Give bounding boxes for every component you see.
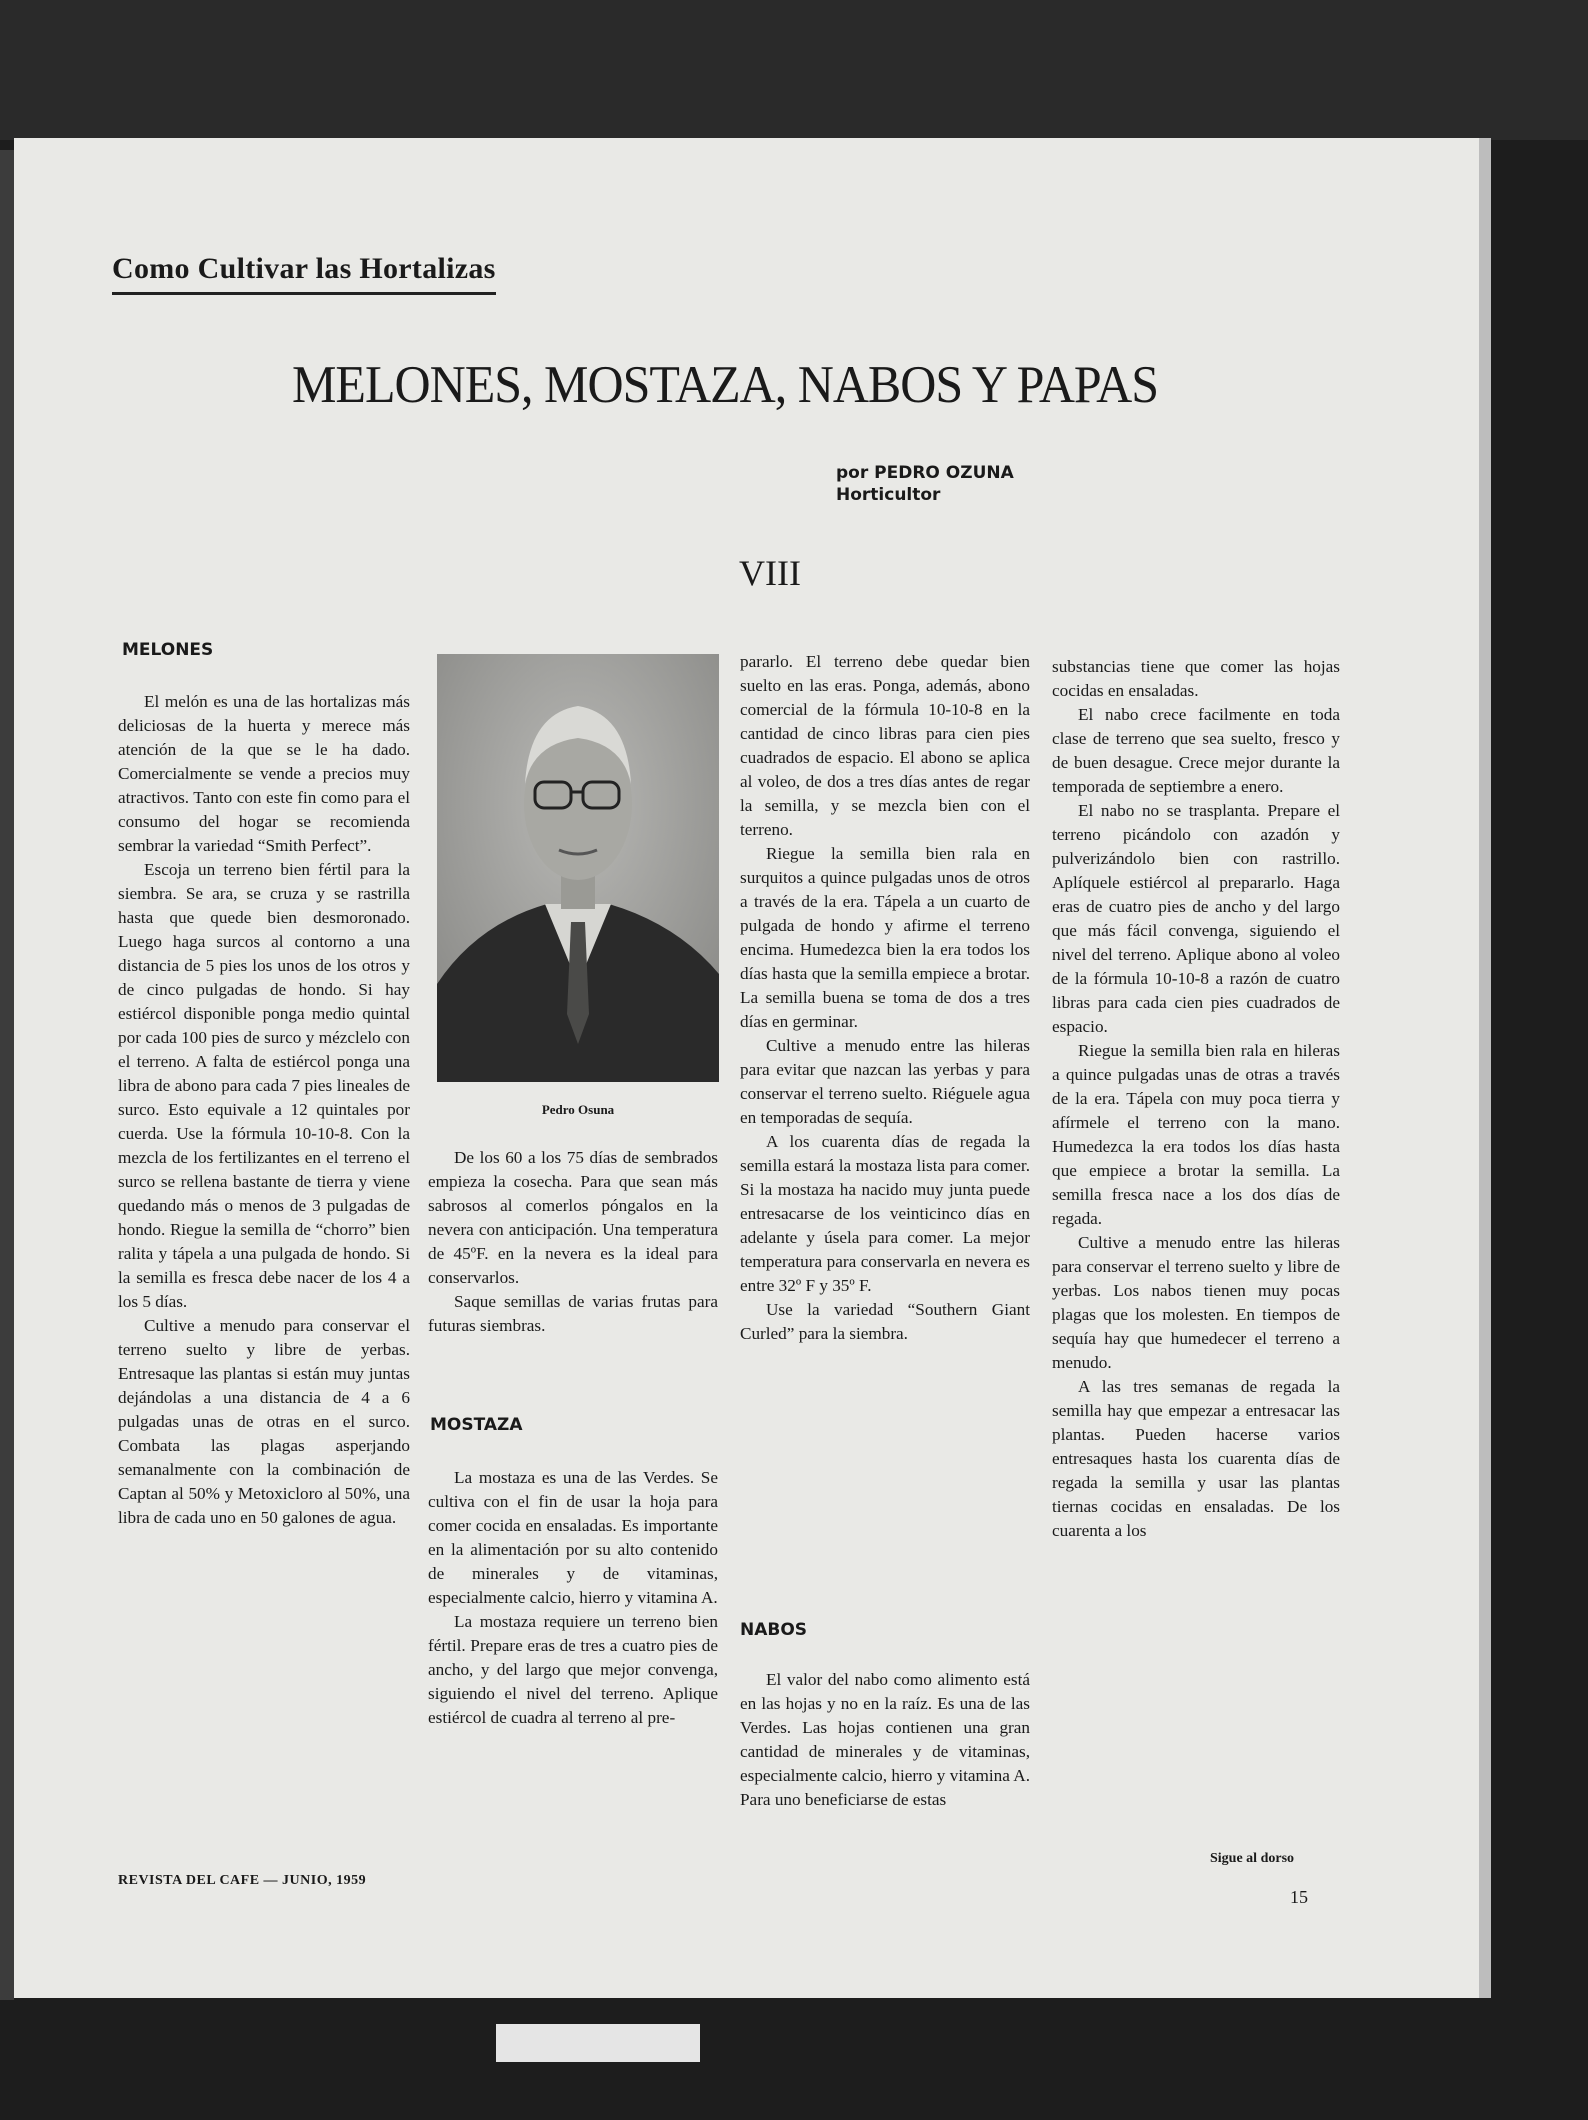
author-role: Horticultor <box>836 485 941 505</box>
paragraph: A las tres semanas de regada la semilla hay que empezar a entresacar las plantas. Pueden hacerse varios entresaques hasta los cuarenta días de regada la semilla y usar las plantas tiernas cocidas en ensaladas. De los cuarenta a los <box>1052 1377 1340 1540</box>
paragraph: La mostaza es una de las Verdes. Se cultiva con el fin de usar la hoja para comer cocida en ensaladas. Es importante en la alimentación por su alto contenido de minerales y de vitaminas, especialmente calcio, hierro y vitamina A. <box>428 1468 718 1607</box>
author-photo <box>437 654 719 1082</box>
part-number: VIII <box>739 553 801 593</box>
paragraph: pararlo. El terreno debe quedar bien suelto en las eras. Ponga, además, abono comercial de la fórmula 10-10-8 en la cantidad de cinco libras para cien pies cuadrados de espacio. El abono se aplica al voleo, de dos a tres días antes de regar la semilla, y se mezcla bien con el terreno. <box>740 652 1030 839</box>
paragraph: El melón es una de las hortalizas más deliciosas de la huerta y merece más atención de la que se le ha dado. Comercialmente se vende a precios muy atractivos. Tanto con este fin como para el consumo del hogar se recomienda sembrar la variedad “Smith Perfect”. <box>118 692 410 855</box>
paragraph: Cultive a menudo entre las hileras para evitar que nazcan las yerbas y para conservar el terreno suelto. Riéguele agua en temporadas de sequía. <box>740 1036 1030 1127</box>
series-title: Como Cultivar las Hortalizas <box>112 252 496 295</box>
column-3 <box>740 650 1030 1346</box>
paragraph: Cultive a menudo entre las hileras para conservar el terreno suelto y libre de yerbas. Los nabos tienen muy pocas plagas que los molesten. En tiempos de sequía hay que humedecer el terreno a menudo. <box>1052 1233 1340 1372</box>
page-number: 15 <box>1290 1887 1308 1907</box>
blank-label-strip <box>496 2024 700 2062</box>
author: por PEDRO OZUNA <box>836 463 1014 483</box>
column-1 <box>118 690 410 1530</box>
paragraph: El valor del nabo como alimento está en las hojas y no en la raíz. Es una de las Verdes. Las hojas contienen una gran cantidad de minerales y de vitaminas, especialmente calcio, hierro y vitamina A. Para uno beneficiarse de estas <box>740 1670 1030 1809</box>
paragraph: La mostaza requiere un terreno bien fértil. Prepare eras de tres a cuatro pies de ancho, y del largo que mejor convenga, siguiendo el nivel del terreno. Aplique estiércol de cuadra al terreno al pre- <box>428 1612 718 1727</box>
column-2 <box>428 1146 718 1338</box>
column-3-nabos <box>740 1668 1030 1812</box>
column-2-mostaza <box>428 1466 718 1730</box>
page-spine <box>0 150 14 2000</box>
footer-publication: REVISTA DEL CAFE — JUNIO, 1959 <box>118 1873 367 1888</box>
paragraph: Cultive a menudo para conservar el terreno suelto y libre de yerbas. Entresaque las plantas si están muy juntas dejándolas a una distancia de 4 a 6 pulgadas unas de otras en el surco. Combata las plagas asperjando semanalmente con la combinación de Captan al 50% y Metoxicloro al 50%, una libra de cada uno en 50 galones de agua. <box>118 1316 410 1527</box>
paragraph: Saque semillas de varias frutas para futuras siembras. <box>428 1292 718 1335</box>
background-top <box>0 0 1588 140</box>
paragraph: Escoja un terreno bien fértil para la siembra. Se ara, se cruza y se rastrilla hasta que quede bien desmoronado. Luego haga surcos al contorno a una distancia de 5 pies los unos de los otros y de cinco pulgadas de hondo. Si hay estiércol disponible ponga medio quintal por cada 100 pies de surco y mézclelo con el terreno. A falta de estiércol ponga una libra de abono para cada 7 pies lineales de surco. Esto equivale a 12 quintales por cuerda. Use la fórmula 10-10-8. Con la mezcla de los fertilizantes en el terreno el surco se rellena bastante de tierra y viene quedando más o menos de 3 pulgadas de hondo. Riegue la semilla de “chorro” bien ralita y tápela a una pulgada de hondo. Si la semilla es fresca debe nacer de los 4 a los 5 días. <box>118 860 410 1311</box>
section-heading-melones: MELONES <box>122 640 214 660</box>
section-heading-nabos: NABOS <box>740 1620 808 1640</box>
page-edge <box>1479 138 1491 1998</box>
article-title: MELONES, MOSTAZA, NABOS Y PAPAS <box>291 354 1159 414</box>
paragraph: Riegue la semilla bien rala en surquitos a quince pulgadas unos de otros a través de la era. Tápela a un cuarto de pulgada de hondo y afirme el terreno encima. Humedezca bien la era todos los días hasta que la semilla empiece a brotar. La semilla buena se toma de dos a tres días en germinar. <box>740 844 1030 1031</box>
paragraph: substancias tiene que comer las hojas cocidas en ensaladas. <box>1052 657 1340 700</box>
paragraph: El nabo crece facilmente en toda clase de terreno que sea suelto, fresco y de buen desague. Crece mejor durante la temporada de septiembre a enero. <box>1052 705 1340 796</box>
paragraph: De los 60 a los 75 días de sembrados empieza la cosecha. Para que sean más sabrosos al comerlos póngalos en la nevera con anticipación. Una temperatura de 45ºF. en la nevera es la ideal para conservarlos. <box>428 1148 718 1287</box>
byline <box>836 462 1014 506</box>
paragraph: A los cuarenta días de regada la semilla estará la mostaza lista para comer. Si la mostaza ha nacido muy junta puede entresacarse de los veinticinco días en adelante y úsela para comer. La mejor temperatura para conservarla en nevera es entre 32º F y 35º F. <box>740 1132 1030 1295</box>
continued-note: Sigue al dorso <box>1210 1851 1295 1866</box>
paragraph: Use la variedad “Southern Giant Curled” para la siembra. <box>740 1300 1030 1343</box>
paragraph: El nabo no se trasplanta. Prepare el terreno picándolo con azadón y pulverizándolo bien con rastrillo. Aplíquele estiércol al prepararlo. Haga eras de cuatro pies de ancho y del largo que más fácil convenga, siguiendo el nivel del terreno. Aplique abono al voleo de la fórmula 10-10-8 a razón de cuatro libras para cada cien pies cuadrados de espacio. <box>1052 801 1340 1036</box>
column-4 <box>1052 655 1340 1543</box>
portrait-illustration <box>437 654 719 1082</box>
section-heading-mostaza: MOSTAZA <box>430 1415 523 1435</box>
paragraph: Riegue la semilla bien rala en hileras a quince pulgadas unas de otras a través de la era. Tápela con muy poca tierra y afírmele el terreno con la mano. Humedezca la era todos los días hasta que empiece a brotar la semilla. La semilla fresca nace a los dos días de regada. <box>1052 1041 1340 1228</box>
photo-caption: Pedro Osuna <box>541 1102 615 1117</box>
